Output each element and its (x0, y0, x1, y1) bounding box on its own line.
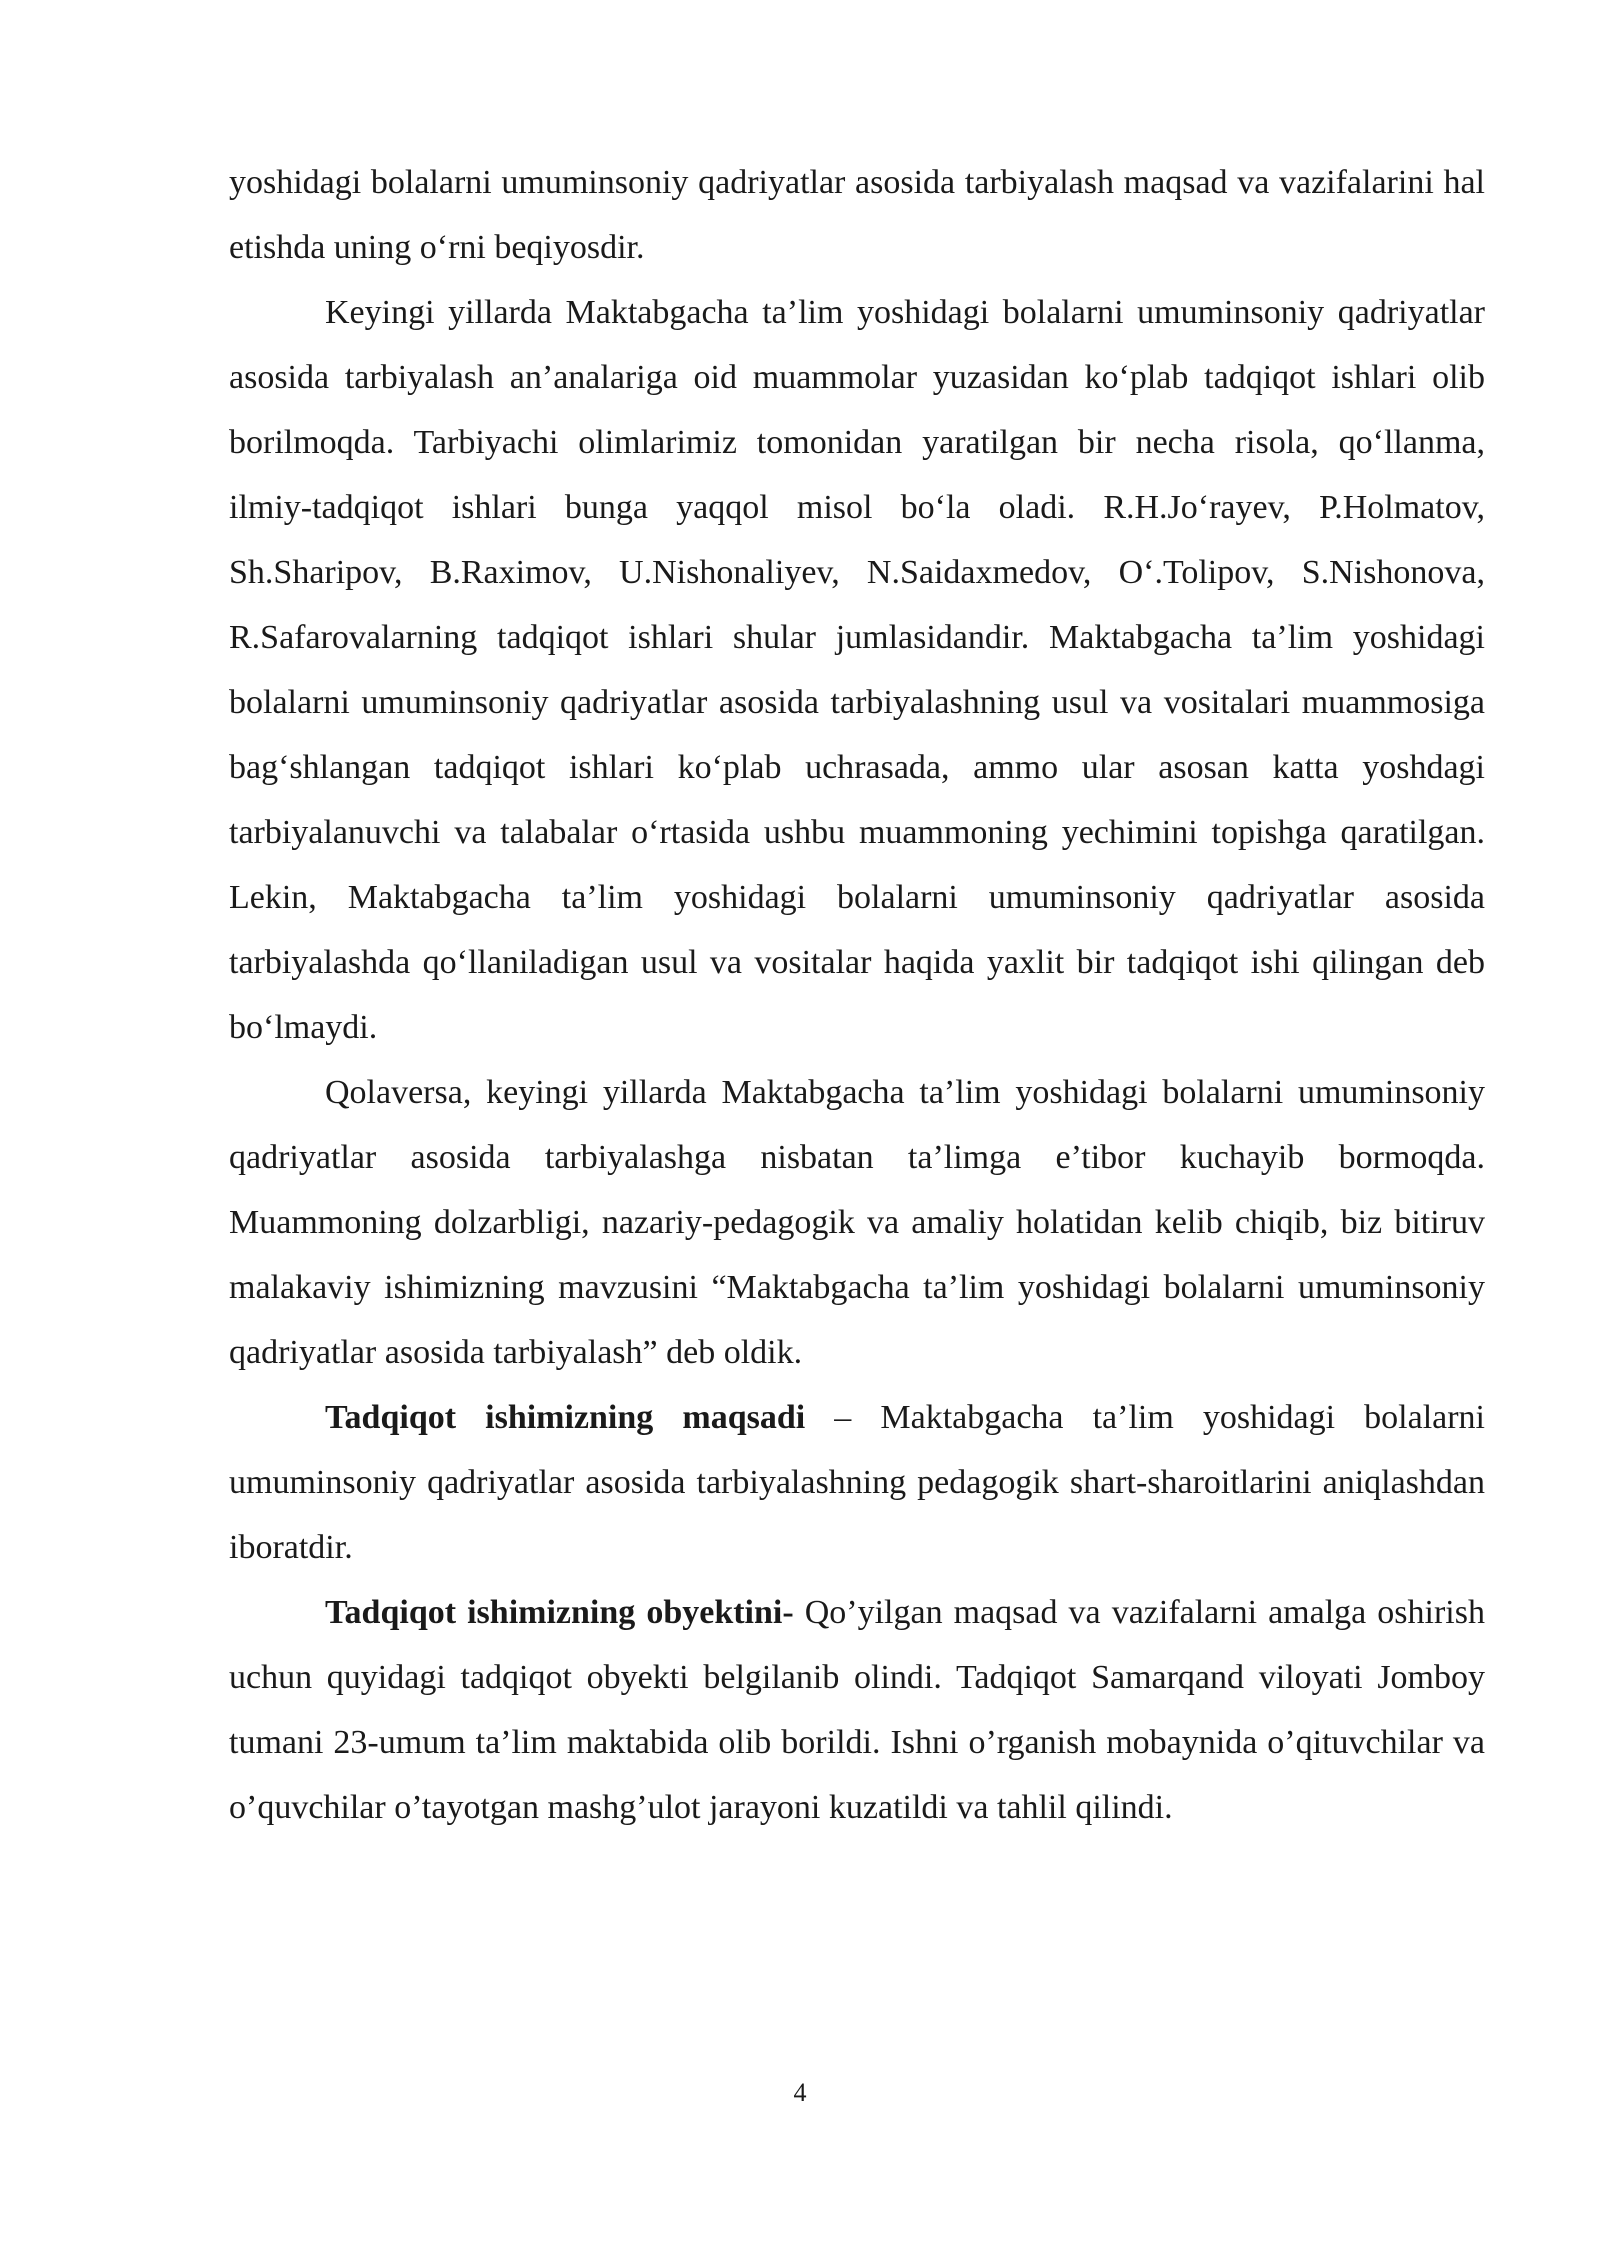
paragraph (229, 1060, 1485, 1385)
paragraph-text: yoshidagi bolalarni umuminsoniy qadriyatlar asosida tarbiyalash maqsad va vazifalarini hal etishda uning o‘rni beqiyosdir. (229, 164, 1485, 266)
paragraph (229, 1580, 1485, 1840)
paragraph-text: Qo’yilgan maqsad va vazifalarni amalga oshirish uchun quyidagi tadqiqot obyekti belgilanib olindi. Tadqiqot Samarqand viloyati Jomboy tumani 23-umum ta’lim maktabida olib borildi. Ishni o’rganish mobaynida o’qituvchilar va o’quvchilar o’tayotgan mashg’ulot jarayoni kuzatildi va tahlil qilindi. (229, 1594, 1485, 1826)
body-text (229, 150, 1485, 1840)
paragraph-lead-bold: Tadqiqot ishimizning maqsadi (325, 1399, 806, 1436)
paragraph-lead-bold: Tadqiqot ishimizning obyektini- (325, 1594, 794, 1631)
paragraph-text: – Maktabgacha ta’lim yoshidagi bolalarni umuminsoniy qadriyatlar asosida tarbiyalashning pedagogik shart-sharoitlarini aniqlashdan iboratdir. (229, 1399, 1486, 1566)
paragraph-text: Keyingi yillarda Maktabgacha ta’lim yoshidagi bolalarni umuminsoniy qadriyatlar asosida tarbiyalash an’analariga oid muammolar yuzasidan ko‘plab tadqiqot ishlari olib borilmoqda. Tarbiyachi olimlarimiz tomonidan yaratilgan bir necha risola, qo‘llanma, ilmiy-tadqiqot ishlari bunga yaqqol misol bo‘la oladi. R.H.Jo‘rayev, P.Holmatov, Sh.Sharipov, B.Raximov, U.Nishonaliyev, N.Saidaxmedov, O‘.Tolipov, S.Nishonova, R.Safarovalarning tadqiqot ishlari shular jumlasidandir. Maktabgacha ta’lim yoshidagi bolalarni umuminsoniy qadriyatlar asosida tarbiyalashning usul va vositalari muammosiga bag‘shlangan tadqiqot ishlari ko‘plab uchrasada, ammo ular asosan katta yoshdagi tarbiyalanuvchi va talabalar o‘rtasida ushbu muammoning yechimini topishga qaratilgan. Lekin, Maktabgacha ta’lim yoshidagi bolalarni umuminsoniy qadriyatlar asosida tarbiyalashda qo‘llaniladigan usul va vositalar haqida yaxlit bir tadqiqot ishi qilingan deb bo‘lmaydi. (229, 294, 1485, 1046)
paragraph (229, 150, 1485, 280)
paragraph (229, 1385, 1485, 1580)
paragraph (229, 280, 1485, 1060)
paragraph-text: Qolaversa, keyingi yillarda Maktabgacha ta’lim yoshidagi bolalarni umuminsoniy qadriyatlar asosida tarbiyalashga nisbatan ta’limga e’tibor kuchayib bormoqda. Muammoning dolzarbligi, nazariy-pedagogik va amaliy holatidan kelib chiqib, biz bitiruv malakaviy ishimizning mavzusini “Maktabgacha ta’lim yoshidagi bolalarni umuminsoniy qadriyatlar asosida tarbiyalash” deb oldik. (229, 1074, 1485, 1371)
page-number: 4 (793, 2078, 807, 2107)
